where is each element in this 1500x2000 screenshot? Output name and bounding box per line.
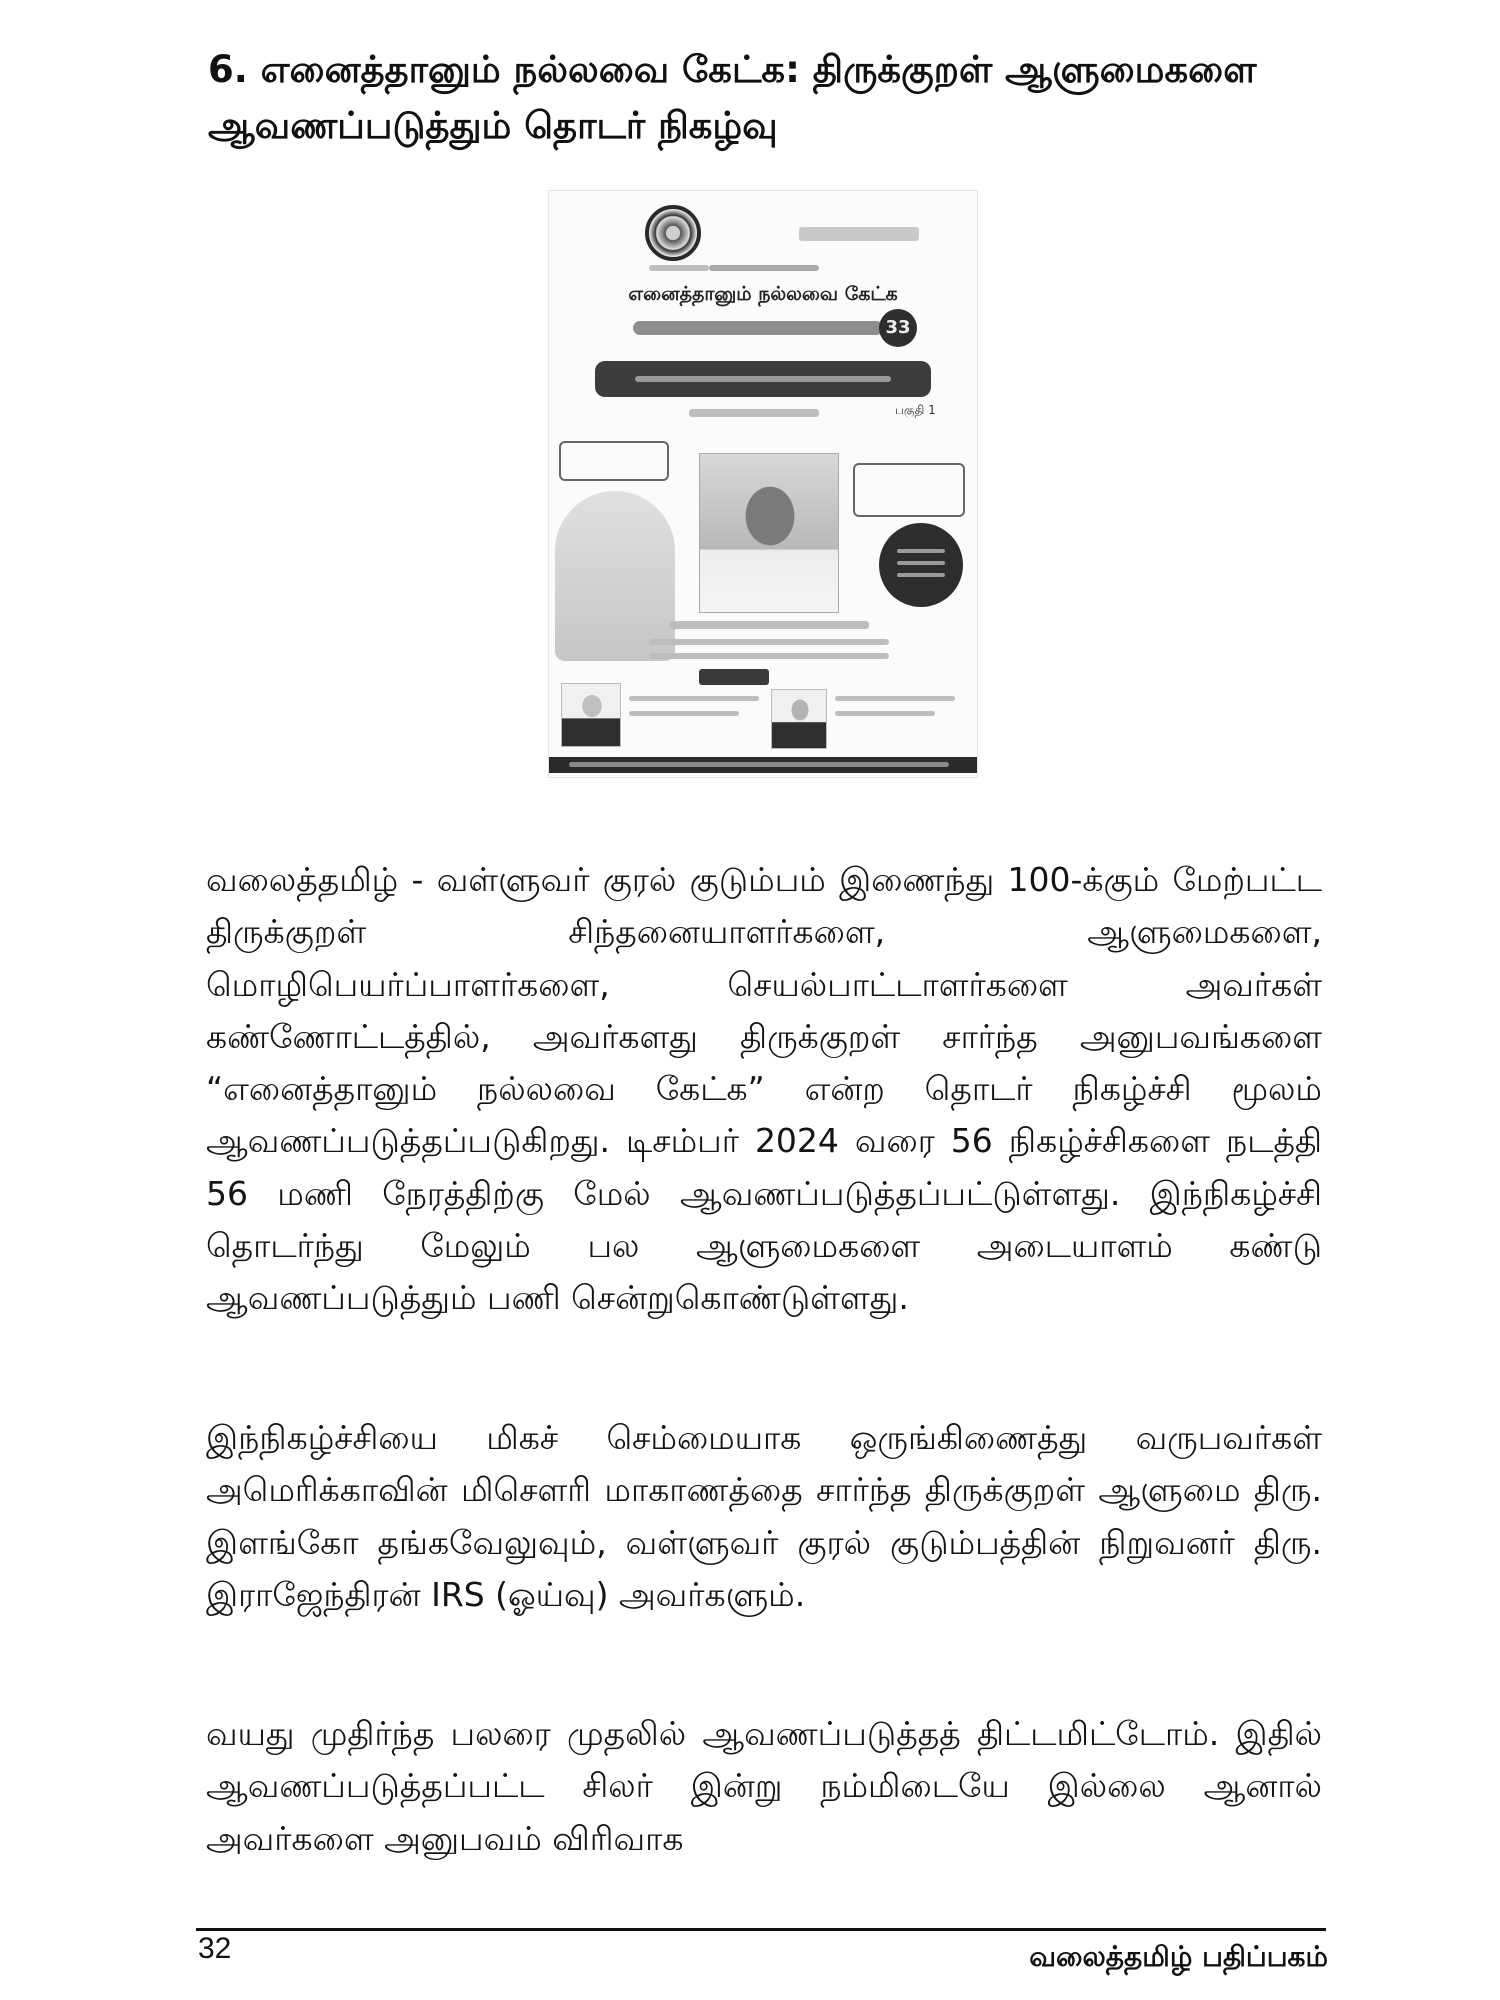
page-number: 32	[198, 1932, 232, 1965]
organizers-chip	[699, 669, 769, 685]
organizer-1-text	[629, 696, 759, 701]
publisher-name: வலைத்தமிழ் பதிப்பகம்	[1029, 1940, 1328, 1973]
paragraph-1: வலைத்தமிழ் - வள்ளுவர் குரல் குடும்பம் இணைந்து 100-க்கும் மேற்பட்ட திருக்குறள் சிந்தனையாளர்களை, ஆளுமைகளை, மொழிபெயர்ப்பாளர்களை, செயல்பாட்டாளர்களை அவர்கள் கண்ணோட்டத்தில், அவர்களது திருக்குறள் சார்ந்த அனுபவங்களை “எனைத்தானும் நல்லவை கேட்க” என்ற தொடர் நிகழ்ச்சி மூலம் ஆவணப்படுத்தப்படுகிறது. டிசம்பர் 2024 வரை 56 நிகழ்ச்சிகளை நடத்தி 56 மணி நேரத்திற்கு மேல் ஆவணப்படுத்தப்பட்டுள்ளது. இந்நிகழ்ச்சி தொடர்ந்து மேலும் பல ஆளுமைகளை அடையாளம் கண்டு ஆவணப்படுத்தும் பணி சென்றுகொண்டுள்ளது.	[206, 860, 1322, 1318]
organizer-2-text-2	[835, 711, 935, 716]
episode-number-badge: 33	[879, 309, 917, 347]
paragraph-3: வயது முதிர்ந்த பலரை முதலில் ஆவணப்படுத்தத் திட்டமிட்டோம். இதில் ஆவணப்படுத்தப்பட்ட சிலர் இன்று நம்மிடையே இல்லை ஆனால் அவர்களை அனுபவம் விரிவாக	[206, 1714, 1322, 1858]
speaker-photo	[699, 453, 839, 613]
poster-info-box-left	[559, 441, 669, 481]
paragraph-2: இந்நிகழ்ச்சியை மிகச் செம்மையாக ஒருங்கிணைத்து வருபவர்கள் அமெரிக்காவின் மிசௌரி மாகாணத்தை சார்ந்த திருக்குறள் ஆளுமை திரு. இளங்கோ தங்கவேலுவும், வள்ளுவர் குரல் குடும்பத்தின் நிறுவனர் திரு. இராஜேந்திரன் IRS (ஓய்வு) அவர்களும்.	[206, 1418, 1322, 1614]
thiruvalluvar-figure	[555, 491, 675, 661]
organizer-photo-1	[561, 683, 621, 747]
footer-divider	[196, 1928, 1326, 1931]
organizer-1-text-2	[629, 711, 739, 716]
organizer-photo-2	[771, 689, 827, 749]
poster-series-row	[633, 321, 883, 335]
poster-subtitle-line	[649, 265, 709, 271]
speaker-desc-line	[649, 639, 889, 645]
speaker-desc-line-2	[649, 653, 889, 659]
poster-part-label: பகுதி 1	[895, 403, 936, 417]
section-heading: 6. எனைத்தானும் நல்லவை கேட்க: திருக்குறள் ஆளுமைகளை ஆவணப்படுத்தும் தொடர் நிகழ்வு	[208, 48, 1257, 147]
event-poster-image	[548, 190, 978, 778]
event-datetime-badge	[879, 523, 963, 607]
poster-title: எனைத்தானும் நல்லவை கேட்க	[628, 283, 898, 305]
speaker-name-line	[669, 621, 869, 629]
valaitamil-logo	[799, 227, 919, 241]
poster-topic-banner	[595, 361, 931, 397]
poster-tagline-line	[709, 265, 819, 271]
poster-footer-links	[549, 757, 977, 773]
poster-speech-label	[689, 409, 819, 417]
emblem-icon	[645, 205, 701, 261]
poster-info-box-right	[853, 463, 965, 517]
organizer-2-text	[835, 696, 955, 701]
